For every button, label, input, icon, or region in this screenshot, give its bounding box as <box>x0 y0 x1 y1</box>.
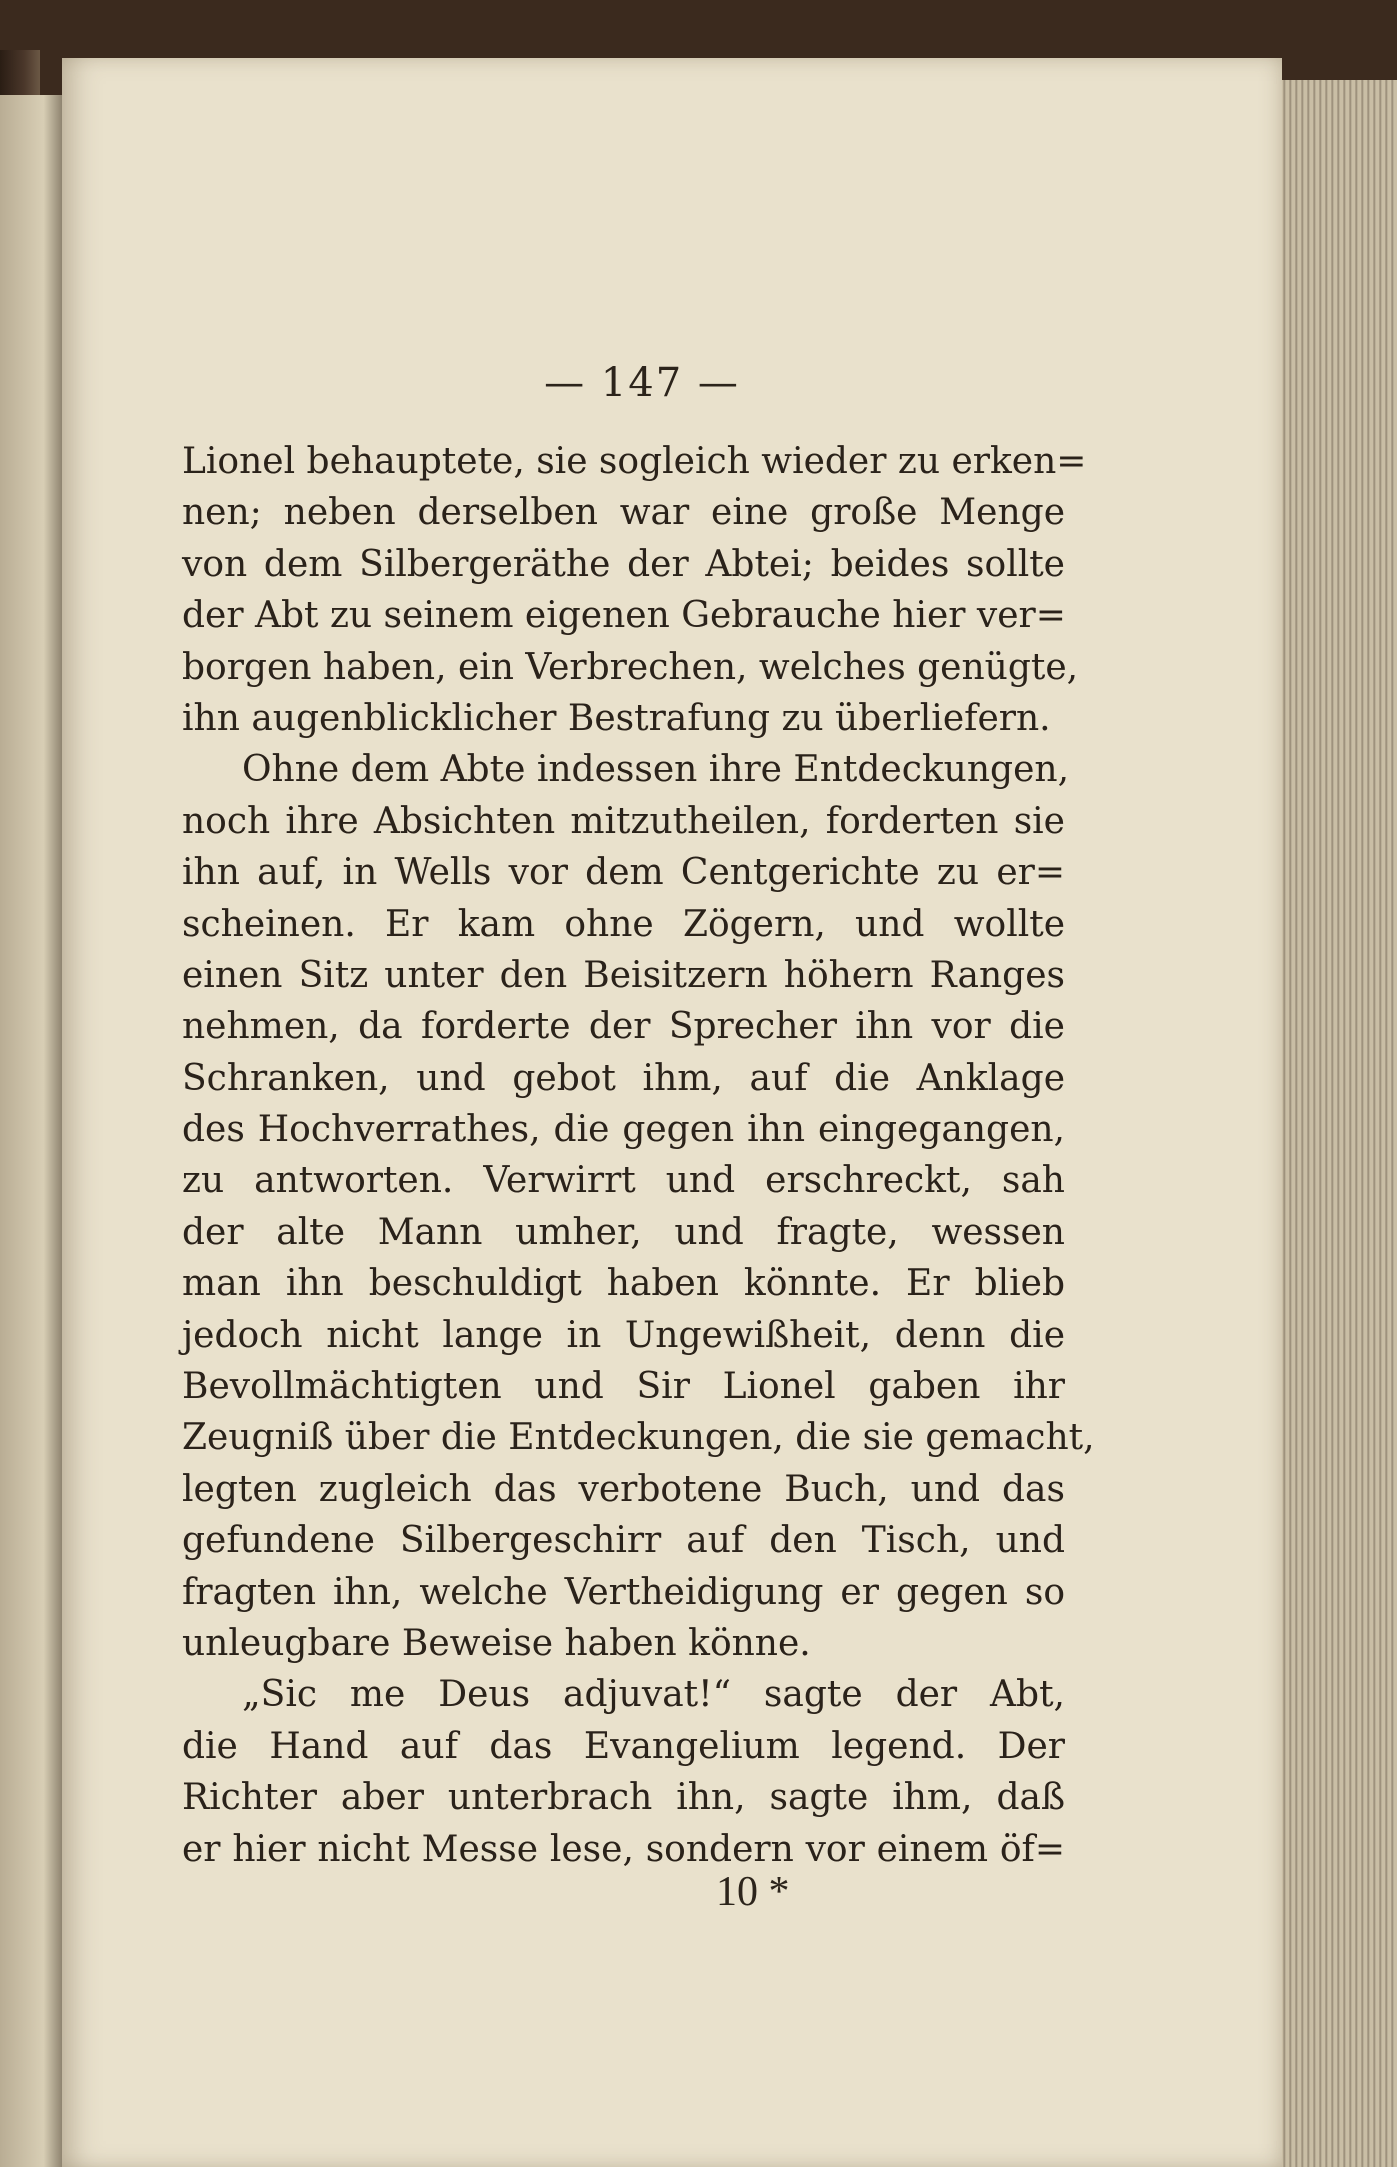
text-line: unleugbare Beweise haben könne. <box>182 1622 811 1664</box>
text-line: die Hand auf das Evangelium legend. Der <box>182 1725 1065 1767</box>
text-line: „Sic me Deus adjuvat!“ sagte der Abt, <box>242 1674 1065 1716</box>
body-text <box>182 436 1095 1875</box>
text-line: fragten ihn, welche Vertheidigung er gegen so <box>182 1571 1065 1613</box>
text-line: Ohne dem Abte indessen ihre Entdeckungen, <box>242 749 1070 791</box>
facing-page-edge <box>0 95 62 2167</box>
text-line: nehmen, da forderte der Sprecher ihn vor die <box>182 1006 1065 1048</box>
text-line: des Hochverrathes, die gegen ihn eingegangen, <box>182 1109 1065 1151</box>
text-line: ihn auf, in Wells vor dem Centgerichte zu er= <box>182 852 1065 894</box>
text-line: Lionel behauptete, sie sogleich wieder zu erken= <box>182 441 1087 482</box>
text-line: der alte Mann umher, und fragte, wessen <box>182 1211 1065 1253</box>
text-line: er hier nicht Messe lese, sondern vor einem öf= <box>182 1828 1065 1870</box>
text-line: noch ihre Absichten mitzutheilen, forderten sie <box>182 800 1065 842</box>
text-line: Bevollmächtigten und Sir Lionel gaben ihr <box>182 1366 1065 1408</box>
text-line: gefundene Silbergeschirr auf den Tisch, und <box>182 1520 1065 1562</box>
text-line: borgen haben, ein Verbrechen, welches genügte, <box>182 646 1079 688</box>
text-line: legten zugleich das verbotene Buch, und das <box>182 1468 1065 1510</box>
text-line: Richter aber unterbrach ihn, sagte ihm, daß <box>182 1777 1065 1819</box>
text-line: scheinen. Er kam ohne Zögern, und wollte <box>182 903 1065 945</box>
text-line: man ihn beschuldigt haben könnte. Er blieb <box>182 1263 1065 1305</box>
text-line: nen; neben derselben war eine große Menge <box>182 492 1065 534</box>
page-stack-edge <box>1262 80 1397 2167</box>
text-line: der Abt zu seinem eigenen Gebrauche hier ver= <box>182 595 1066 637</box>
page-number: — 147 — <box>544 360 740 406</box>
text-line: Schranken, und gebot ihm, auf die Anklage <box>182 1057 1065 1099</box>
book-page <box>62 58 1282 2167</box>
text-line: zu antworten. Verwirrt und erschreckt, sah <box>182 1160 1065 1202</box>
text-line: ihn augenblicklicher Bestrafung zu überliefern. <box>182 697 1051 739</box>
signature-mark: 10 * <box>716 1869 790 1915</box>
text-line: Zeugniß über die Entdeckungen, die sie gemacht, <box>182 1417 1095 1459</box>
text-line: einen Sitz unter den Beisitzern höhern Ranges <box>182 954 1065 996</box>
text-line: von dem Silbergeräthe der Abtei; beides sollte <box>182 543 1065 585</box>
text-line: jedoch nicht lange in Ungewißheit, denn die <box>182 1314 1065 1356</box>
